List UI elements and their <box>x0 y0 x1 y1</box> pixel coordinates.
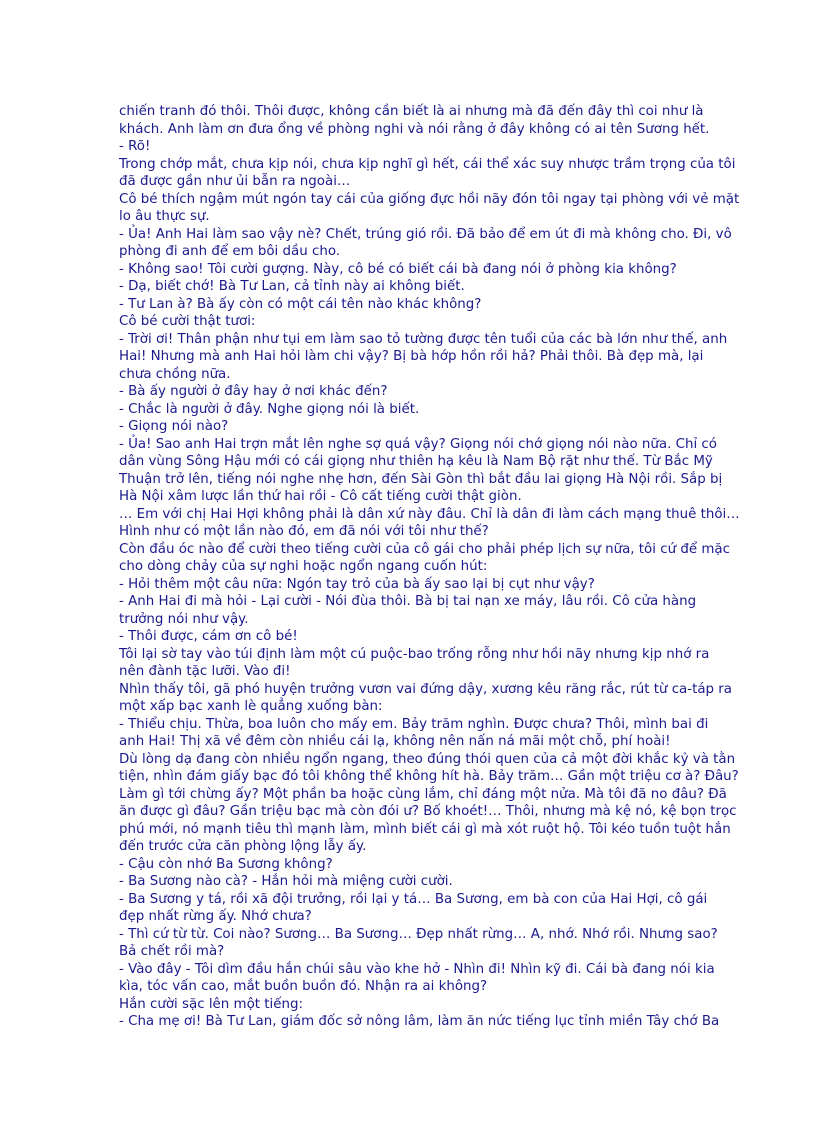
text-line: Cô bé thích ngậm mút ngón tay cái của giống đực hồi nãy đón tôi ngay tại phòng với vẻ mặt <box>119 191 740 207</box>
text-line: đẹp nhất rừng ấy. Nhớ chưa? <box>119 909 312 924</box>
text-line: Nhìn thấy tôi, gã phó huyện trưởng vươn vai đứng dậy, xương kêu răng rắc, rút từ ca-táp ra <box>119 681 733 697</box>
text-line: - Giọng nói nào? <box>119 419 229 434</box>
text-line: khách. Anh làm ơn đưa ổng về phòng nghi và nói rằng ở đây không có ai tên Sương hết. <box>119 121 710 137</box>
text-line: trưởng nói như vậy. <box>119 611 249 627</box>
text-line: - Ủa! Sao anh Hai trợn mắt lên nghe sợ quá vậy? Giọng nói chớ giọng nói nào nữa. Chỉ có <box>119 436 717 452</box>
text-line: Hình như có một lần nào đó, em đã nói với tôi như thế? <box>119 524 489 539</box>
text-line: phòng đi anh để em bôi dầu cho. <box>119 244 341 259</box>
text-line: - Không sao! Tôi cười gượng. Này, cô bé có biết cái bà đang nói ở phòng kia không? <box>119 261 677 277</box>
text-line: - Dạ, biết chớ! Bà Tư Lan, cả tỉnh này ai không biết. <box>119 279 465 294</box>
text-line: - Thôi được, cám ơn cô bé! <box>119 629 298 644</box>
text-line: … Em với chị Hai Hợi không phải là dân xứ này đâu. Chỉ là dân đi làm cách mạng thuê thôi… <box>119 506 740 522</box>
text-line: Hai! Nhưng mà anh Hai hỏi làm chi vậy? Bị bà hớp hồn rồi hả? Phải thôi. Bà đẹp mà, lại <box>119 349 704 364</box>
text-line: tiện, nhìn đám giấy bạc đó tôi không thể không hít hà. Bảy trăm… Gần một triệu cơ à? Đâu? <box>119 769 739 784</box>
text-line: - Ba Sương nào cà? - Hắn hỏi mà miệng cười cười. <box>119 874 453 889</box>
text-line: - Cậu còn nhớ Ba Sương không? <box>119 856 333 872</box>
text-line: ăn được gì đâu? Gần triệu bạc mà còn đói ư? Bố khoét!… Thôi, nhưng mà kệ nó, kệ bọn trọc <box>119 804 737 819</box>
text-line: Thuận trở lên, tiếng nói nghe nhẹ hơn, đến Sài Gòn thì bắt đầu lai giọng Hà Nội rồi. Sắp bị <box>119 471 723 487</box>
text-line: - Thiểu chịu. Thừa, boa luôn cho mấy em. Bảy trăm nghìn. Được chưa? Thôi, mình bai đi <box>119 716 709 732</box>
text-line: Làm gì tới chừng ấy? Một phần ba hoặc cùng lắm, chỉ đáng một nửa. Mà tôi đã no đâu? Đã <box>119 786 727 802</box>
text-line: một xấp bạc xanh lè quẳng xuống bàn: <box>119 699 383 714</box>
text-line: cho dòng chảy của sự nghi hoặc ngổn ngang cuốn hút: <box>119 559 488 574</box>
text-line: đã được gần như ủi bẫn ra ngoài… <box>119 174 351 189</box>
text-line: kìa, tóc vấn cao, mắt buồn buồn đó. Nhận ra ai không? <box>119 979 488 994</box>
text-line: Hắn cười sặc lên một tiếng: <box>119 996 303 1012</box>
text-line: Cô bé cười thật tươi: <box>119 314 256 329</box>
text-line: - Thì cứ từ từ. Coi nào? Sương… Ba Sương… Đẹp nhất rừng… A, nhớ. Nhớ rồi. Nhưng sao? <box>119 926 718 942</box>
text-line: chưa chồng nữa. <box>119 366 231 382</box>
text-line: - Chắc là người ở đây. Nghe giọng nói là biết. <box>119 401 420 417</box>
text-line: lo âu thực sự. <box>119 209 210 224</box>
text-line: Dù lòng dạ đang còn nhiều ngổn ngang, theo đúng thói quen của cả một đời khắc kỷ và tằn <box>119 751 736 767</box>
text-line: Bả chết rồi mà? <box>119 944 225 959</box>
text-line: - Anh Hai đi mà hỏi - Lại cười - Nói đùa thôi. Bà bị tai nạn xe máy, lâu rồi. Cô cửa hàng <box>119 594 697 609</box>
document-body <box>119 103 759 1031</box>
text-line: - Ba Sương y tá, rồi xã đội trưởng, rồi lại y tá… Ba Sương, em bà con của Hai Hợi, cô gái <box>119 891 708 907</box>
text-line: Tôi lại sờ tay vào túi định làm một cú puộc-bao trống rỗng như hồi nãy nhưng kịp nhớ ra <box>119 646 710 662</box>
text-line: - Ủa! Anh Hai làm sao vậy nè? Chết, trúng gió rồi. Đã bảo để em út đi mà không cho. Đi, vô <box>119 226 732 242</box>
text-line: - Hỏi thêm một câu nữa: Ngón tay trỏ của bà ấy sao lại bị cụt như vậy? <box>119 576 595 592</box>
text-line: đến trước cửa căn phòng lộng lẫy ấy. <box>119 839 367 854</box>
text-line: Còn đầu óc nào để cười theo tiếng cười của cô gái cho phải phép lịch sự nữa, tôi cứ để mặc <box>119 541 730 557</box>
text-line: - Vào đây - Tôi dìm đầu hắn chúi sâu vào khe hở - Nhìn đi! Nhìn kỹ đi. Cái bà đang nói kia <box>119 961 715 977</box>
text-line: nên đành tặc lưỡi. Vào đi! <box>119 664 291 679</box>
text-line: dân vùng Sông Hậu mới có cái giọng như thiên hạ kêu là Nam Bộ rặt như thế. Từ Bắc Mỹ <box>119 454 713 469</box>
text-line: - Rõ! <box>119 139 151 154</box>
text-line: Trong chớp mắt, chưa kịp nói, chưa kịp nghĩ gì hết, cái thể xác suy nhược trầm trọng của tôi <box>119 156 736 172</box>
text-line: chiến tranh đó thôi. Thôi được, không cần biết là ai nhưng mà đã đến đây thì coi như là <box>119 104 704 119</box>
text-line: Hà Nội xâm lược lần thứ hai rồi - Cô cất tiếng cười thật giòn. <box>119 489 522 504</box>
text-line: phú mới, nó mạnh tiêu thì mạnh làm, mình biết cái gì mà xót ruột hộ. Tôi kéo tuồn tuột hắn <box>119 821 731 837</box>
text-line: - Trời ơi! Thân phận như tụi em làm sao tỏ tường được tên tuổi của các bà lớn như thế, anh <box>119 331 728 347</box>
text-line: anh Hai! Thị xã về đêm còn nhiều cái lạ, không nên nấn ná mãi một chỗ, phí hoài! <box>119 734 671 749</box>
text-line: - Tư Lan à? Bà ấy còn có một cái tên nào khác không? <box>119 296 482 312</box>
text-line: - Cha mẹ ơi! Bà Tư Lan, giám đốc sở nông lâm, làm ăn nức tiếng lục tỉnh miền Tây chớ Ba <box>119 1014 720 1029</box>
text-line: - Bà ấy người ở đây hay ở nơi khác đến? <box>119 384 388 399</box>
